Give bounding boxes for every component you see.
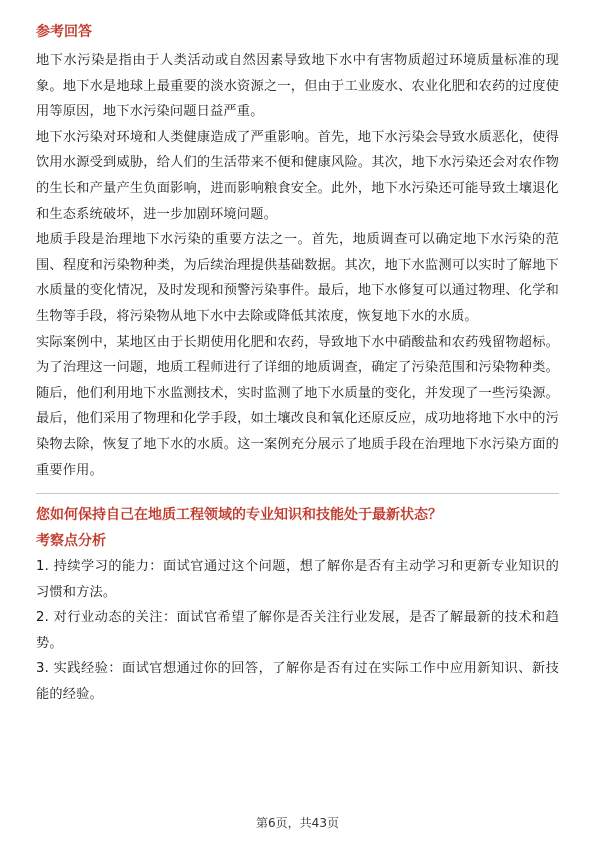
analysis-heading: 考察点分析 [36,533,106,550]
answer-paragraph: 地质手段是治理地下水污染的重要方法之一。首先，地质调查可以确定地下水污染的范围、程度和污染物种类，为后续治理提供基础数据。其次，地下水监测可以实时了解地下水质量的变化情况，及时发现和预警污染事件。最后，地下水修复可以通过物理、化学和生物等手段，将污染物从地下水中去除或降低其浓度，恢复地下水的水质。 [36,232,559,324]
answer-paragraph: 地下水污染是指由于人类活动或自然因素导致地下水中有害物质超过环境质量标准的现象。地下水是地球上最重要的淡水资源之一，但由于工业废水、农业化肥和农药的过度使用等原因，地下水污染问题日益严重。 [36,53,559,120]
page-footer: 第6页，共43页 [256,816,339,830]
question-title: 您如何保持自己在地质工程领域的专业知识和技能处于最新状态？ [36,507,442,524]
answer-heading: 参考回答 [36,24,92,40]
analysis-item: 1. 持续学习的能力：面试官通过这个问题，想了解你是否有主动学习和更新专业知识的习惯和方法。 [36,559,559,600]
section-divider [36,493,559,494]
page-content [36,22,559,708]
answer-paragraph: 地下水污染对环境和人类健康造成了严重影响。首先，地下水污染会导致水质恶化，使得饮用水源受到威胁，给人们的生活带来不便和健康风险。其次，地下水污染还会对农作物的生长和产量产生负面影响，进而影响粮食安全。此外，地下水污染还可能导致土壤退化和生态系统破坏，进一步加剧环境问题。 [36,129,559,222]
analysis-item: 3. 实践经验：面试官想通过你的回答，了解你是否有过在实际工作中应用新知识、新技能的经验。 [36,661,559,703]
analysis-item: 2. 对行业动态的关注：面试官希望了解你是否关注行业发展，是否了解最新的技术和趋势。 [36,610,559,651]
answer-paragraph: 实际案例中，某地区由于长期使用化肥和农药，导致地下水中硝酸盐和农药残留物超标。为了治理这一问题，地质工程师进行了详细的地质调查，确定了污染范围和污染物种类。随后，他们利用地下水监测技术，实时监测了地下水质量的变化，并发现了一些污染源。最后，他们采用了物理和化学手段，如土壤改良和氧化还原反应，成功地将地下水中的污染物去除，恢复了地下水的水质。这一案例充分展示了地质手段在治理地下水污染方面的重要作用。 [36,334,559,478]
